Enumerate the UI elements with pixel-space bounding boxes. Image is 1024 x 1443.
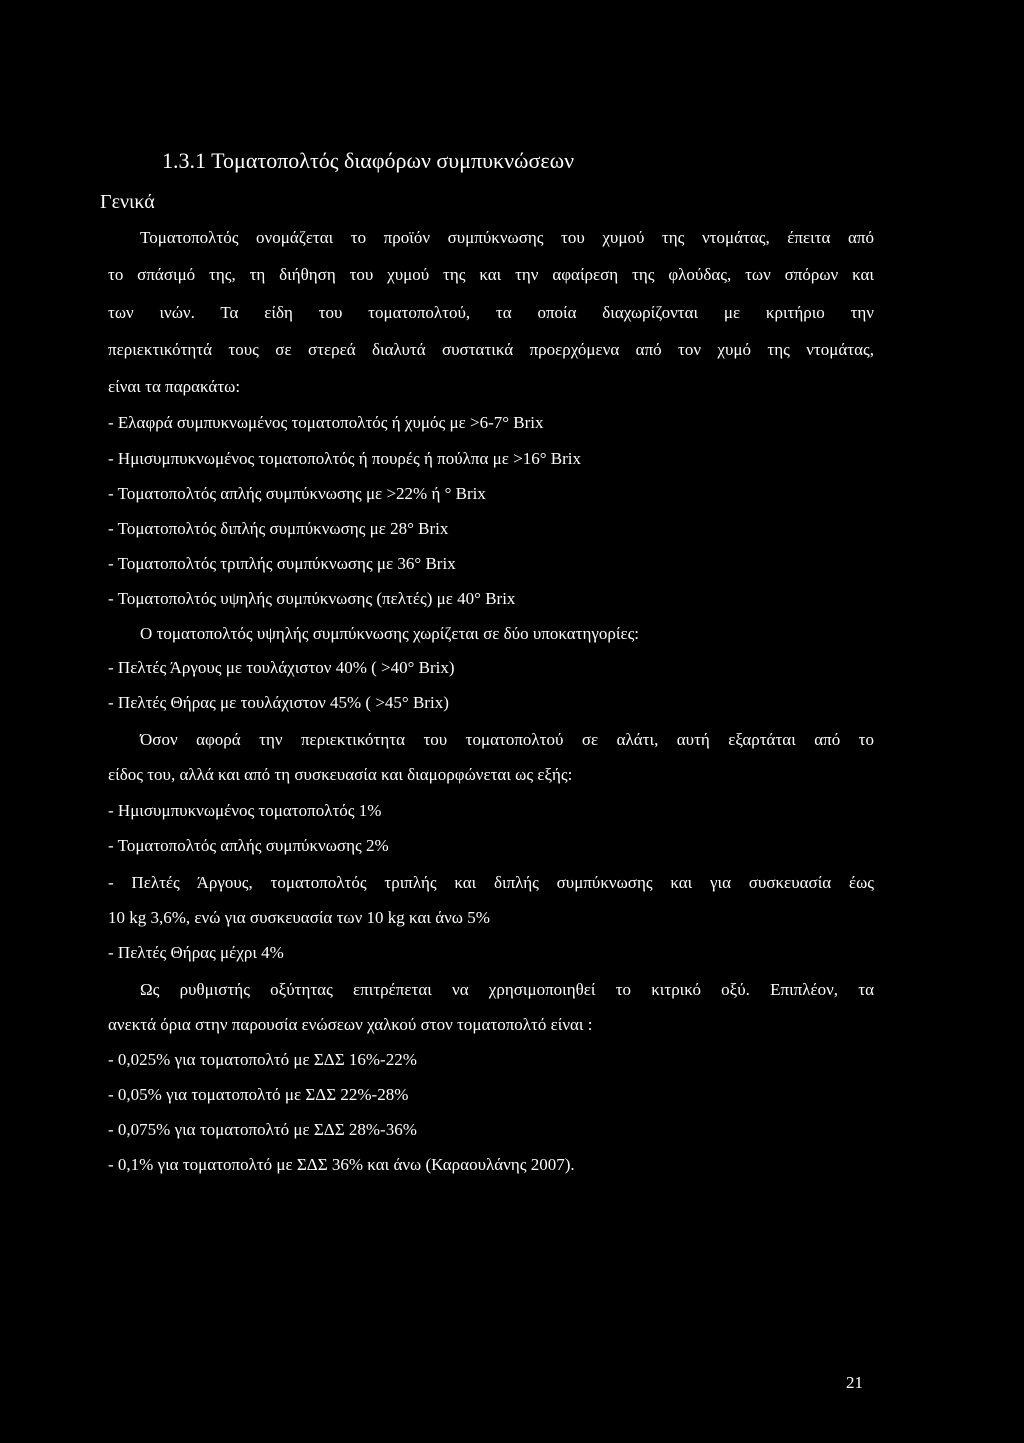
paragraph-line: Ως ρυθμιστής οξύτητας επιτρέπεται να χρησιμοποιηθεί το κιτρικό οξύ. Επιπλέον, τα xyxy=(140,980,874,999)
paragraph-line: το σπάσιμό της, τη διήθηση του χυμού της και την αφαίρεση της φλούδας, των σπόρων και xyxy=(108,265,874,284)
list-item: 10 kg 3,6%, ενώ για συσκευασία των 10 kg και άνω 5% xyxy=(108,908,490,927)
list-item: - Ελαφρά συμπυκνωμένος τοματοπολτός ή χυμός με >6-7° Brix xyxy=(108,413,544,432)
list-item: - Πελτές Άργους, τοματοπολτός τριπλής και διπλής συμπύκνωσης και για συσκευασία έως xyxy=(108,873,874,892)
paragraph-line: Ο τοματοπολτός υψηλής συμπύκνωσης χωρίζεται σε δύο υποκατηγορίες: xyxy=(140,624,640,643)
list-item: - 0,075% για τοματοπολτό με ΣΔΣ 28%-36% xyxy=(108,1120,417,1139)
page-number: 21 xyxy=(846,1373,863,1392)
paragraph-line: περιεκτικότητά τους σε στερεά διαλυτά συστατικά προερχόμενα από τον χυμό της ντομάτας, xyxy=(108,340,874,359)
list-item: - 0,05% για τοματοπολτό με ΣΔΣ 22%-28% xyxy=(108,1085,409,1104)
paragraph-line: των ινών. Τα είδη του τοματοπολτού, τα οποία διαχωρίζονται με κριτήριο την xyxy=(108,303,874,322)
paragraph-line: ανεκτά όρια στην παρουσία ενώσεων χαλκού στον τοματοπολτό είναι : xyxy=(108,1015,593,1034)
list-item: - Ημισυμπυκνωμένος τοματοπολτός 1% xyxy=(108,801,382,820)
list-item: - Τοματοπολτός απλής συμπύκνωσης 2% xyxy=(108,836,389,855)
paragraph-line: είναι τα παρακάτω: xyxy=(108,377,241,396)
list-item: - Πελτές Θήρας μέχρι 4% xyxy=(108,943,284,962)
paragraph-line: Όσον αφορά την περιεκτικότητα του τοματοπολτού σε αλάτι, αυτή εξαρτάται από το xyxy=(140,730,874,749)
section-heading: 1.3.1 Τοματοπολτός διαφόρων συμπυκνώσεων xyxy=(162,148,575,173)
list-item: - Πελτές Άργους με τουλάχιστον 40% ( >40° Brix) xyxy=(108,658,455,677)
list-item: - 0,025% για τοματοπολτό με ΣΔΣ 16%-22% xyxy=(108,1050,417,1069)
list-item: - Τοματοπολτός απλής συμπύκνωσης με >22% ή ° Brix xyxy=(108,484,486,503)
list-item: - 0,1% για τοματοπολτό με ΣΔΣ 36% και άνω (Καραουλάνης 2007). xyxy=(108,1155,575,1174)
paragraph-line: είδος του, αλλά και από τη συσκευασία και διαμορφώνεται ως εξής: xyxy=(108,765,573,784)
list-item: - Ημισυμπυκνωμένος τοματοπολτός ή πουρές ή πούλπα με >16° Brix xyxy=(108,449,581,468)
list-item: - Τοματοπολτός διπλής συμπύκνωσης με 28° Brix xyxy=(108,519,449,538)
list-item: - Πελτές Θήρας με τουλάχιστον 45% ( >45° Brix) xyxy=(108,693,449,712)
paragraph-line: Τοματοπολτός ονομάζεται το προϊόν συμπύκνωσης του χυμού της ντομάτας, έπειτα από xyxy=(140,228,874,247)
subsection-heading: Γενικά xyxy=(100,191,155,213)
list-item: - Τοματοπολτός υψηλής συμπύκνωσης (πελτές) με 40° Brix xyxy=(108,589,516,608)
list-item: - Τοματοπολτός τριπλής συμπύκνωσης με 36° Brix xyxy=(108,554,456,573)
